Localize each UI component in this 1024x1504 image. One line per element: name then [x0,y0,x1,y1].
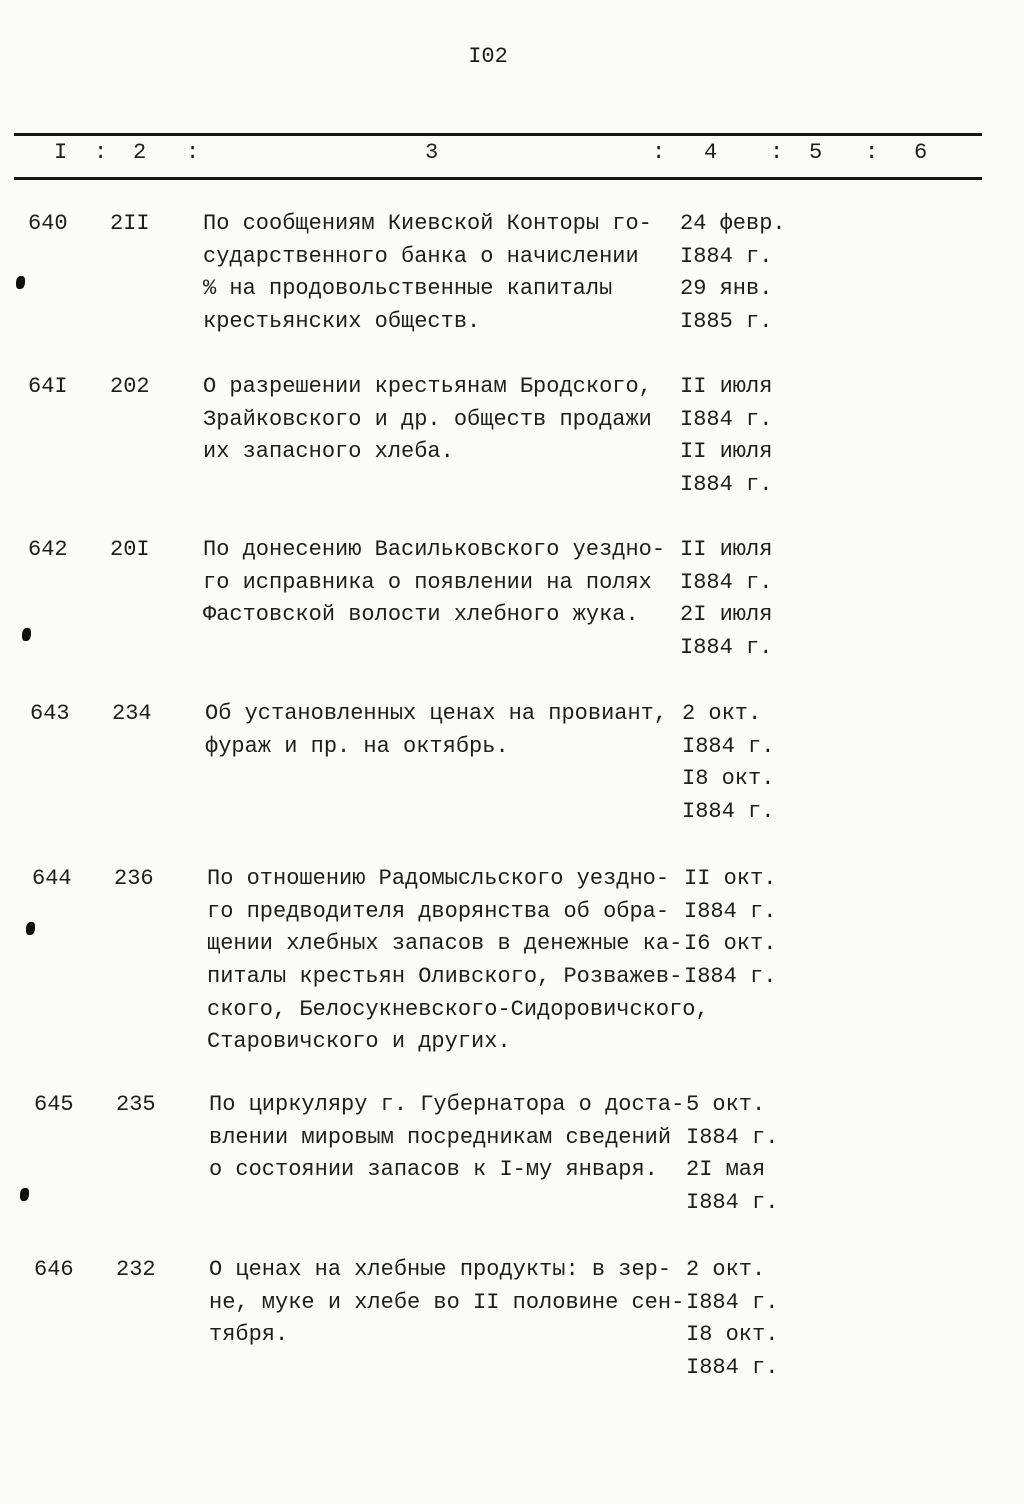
entry-number: 64I [28,374,68,399]
col-header-4: 4 [704,140,718,165]
date-line: I884 г. [680,472,773,498]
date-line: 2 окт. [682,701,762,726]
date-line: I884 г. [680,569,773,595]
description-line: их запасного хлеба. [203,439,454,465]
entry-description [203,534,665,632]
date-line: II окт. [684,866,777,891]
entry-description [209,1254,684,1352]
date-line: I884 г. [684,898,777,924]
entry-description [205,698,667,763]
entry-number: 645 [34,1092,74,1117]
date-line: I884 г. [686,1355,779,1381]
description-line: По отношению Радомысльского уездно- [207,866,670,891]
description-line: О ценах на хлебные продукты: в зер- [209,1257,672,1282]
date-line: II июля [680,374,773,399]
description-line: О разрешении крестьянам Бродского, [203,374,652,399]
date-line: I884 г. [684,964,777,990]
date-line: 2 окт. [686,1257,766,1282]
description-line: % на продовольственные капиталы [203,276,613,302]
entry-number: 642 [28,537,68,562]
date-line: I884 г. [682,733,775,759]
date-line: I884 г. [686,1190,779,1216]
description-line: крестьянских обществ. [203,309,481,335]
col-header-6: 6 [914,140,928,165]
col-separator: : [865,140,879,165]
col-separator: : [94,140,108,165]
description-line: Фастовской волости хлебного жука. [203,602,639,628]
date-line: 29 янв. [680,276,773,302]
date-line: I6 окт. [684,931,777,957]
page-number: I02 [468,44,508,69]
entry-sheet-number: 236 [114,866,154,891]
header-top-rule [14,133,982,136]
description-line: не, муке и хлебе во II половине сен- [209,1289,685,1315]
description-line: питалы крестьян Оливского, Розважев- [207,964,683,990]
entry-sheet-number: 232 [116,1257,156,1282]
entry-number: 646 [34,1257,74,1282]
entry-sheet-number: 235 [116,1092,156,1117]
entry-dates [680,371,772,502]
col-header-5: 5 [809,140,823,165]
ink-blot-mark [16,276,25,289]
description-line: щении хлебных запасов в денежные ка- [207,931,683,957]
col-header-2: 2 [133,140,147,165]
date-line: II июля [680,439,773,465]
date-line: I884 г. [686,1124,779,1150]
description-line: о состоянии запасов к I-му января. [209,1157,658,1183]
entry-description [209,1089,684,1187]
description-line: Старовичского и других. [207,1029,511,1055]
entry-description [203,208,652,339]
description-line: По донесению Васильковского уездно- [203,537,666,562]
entry-number: 640 [28,211,68,236]
entry-number: 644 [32,866,72,891]
entry-description [207,863,709,1059]
date-line: I884 г. [682,799,775,825]
description-line: влении мировым посредникам сведений [209,1124,672,1150]
col-separator: : [652,140,666,165]
date-line: I884 г. [680,635,773,661]
col-header-1: I [54,140,68,165]
entry-sheet-number: 2II [110,211,150,236]
entry-sheet-number: 202 [110,374,150,399]
col-separator: : [770,140,784,165]
description-line: сударственного банка о начислении [203,243,639,269]
ink-blot-mark [26,922,35,935]
entry-dates [680,208,786,339]
entry-dates [686,1089,778,1220]
date-line: I8 окт. [686,1322,779,1348]
date-line: I884 г. [680,406,773,432]
description-line: тября. [209,1322,289,1348]
entry-dates [682,698,774,829]
description-line: По сообщениям Киевской Конторы го- [203,211,652,236]
col-separator: : [186,140,200,165]
entry-dates [686,1254,778,1385]
entry-sheet-number: 20I [110,537,150,562]
date-line: I8 окт. [682,766,775,792]
description-line: го исправника о появлении на полях [203,569,652,595]
date-line: I884 г. [680,243,773,269]
ink-blot-mark [22,628,31,641]
description-line: По циркуляру г. Губернатора о доста- [209,1092,685,1117]
date-line: 5 окт. [686,1092,766,1117]
description-line: ского, Белосукневского-Сидоровичского, [207,996,709,1022]
entry-description [203,371,652,469]
date-line: I885 г. [680,309,773,335]
entry-sheet-number: 234 [112,701,152,726]
ink-blot-mark [20,1188,29,1201]
header-bottom-rule [14,177,982,180]
description-line: го предводителя дворянства об обра- [207,898,670,924]
entry-number: 643 [30,701,70,726]
date-line: 2I июля [680,602,773,628]
description-line: Зрайковского и др. обществ продажи [203,406,652,432]
description-line: фураж и пр. на октябрь. [205,733,509,759]
entry-dates [684,863,776,994]
date-line: II июля [680,537,773,562]
date-line: 2I мая [686,1157,766,1183]
date-line: 24 февр. [680,211,786,236]
entry-dates [680,534,772,665]
col-header-3: 3 [425,140,439,165]
description-line: Об установленных ценах на провиант, [205,701,668,726]
date-line: I884 г. [686,1289,779,1315]
